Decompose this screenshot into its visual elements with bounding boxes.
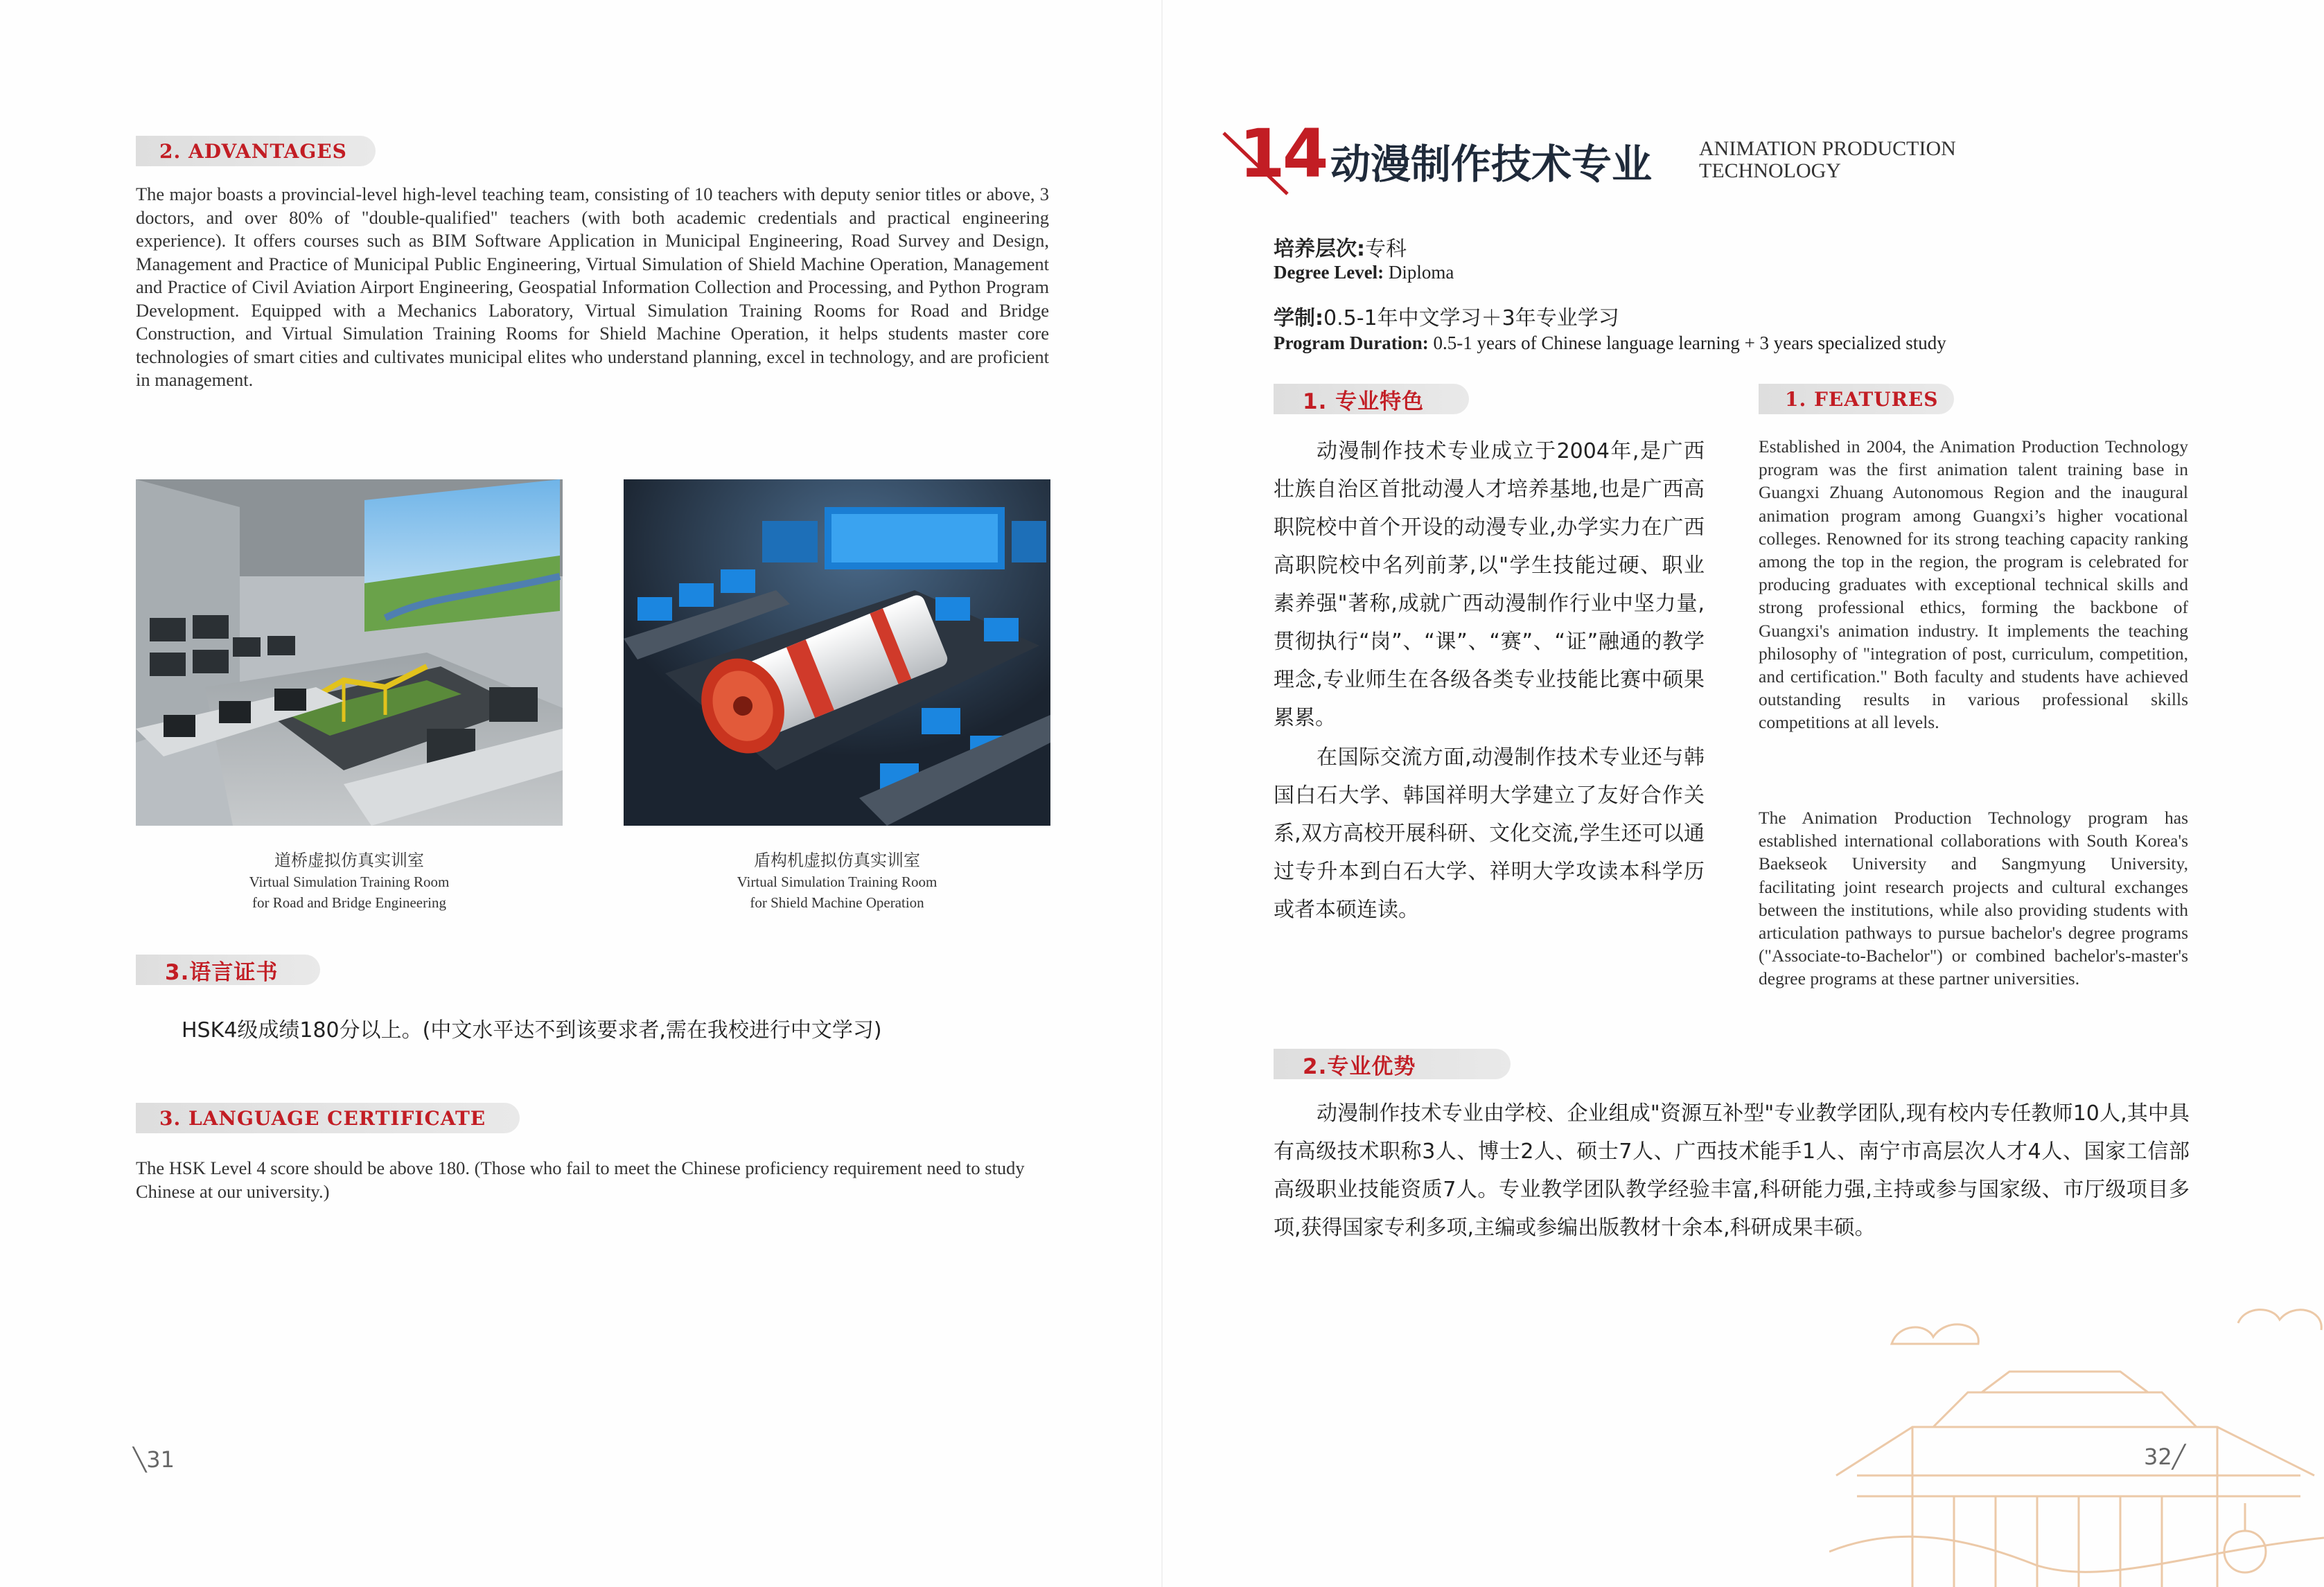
program-duration-cn <box>1274 301 1619 331</box>
program-duration-cn-label: 学制: <box>1274 306 1323 330</box>
road-bridge-lab-illustration <box>136 479 563 826</box>
language-cert-heading-cn: 3.语言证书 <box>165 959 279 985</box>
features-cn-paragraph-1: 动漫制作技术专业成立于2004年,是广西壮族自治区首批动漫人才培养基地,也是广西高职院校中首个开设的动漫专业,办学实力在广西高职院校中名列前茅,以"学生技能过硬、职业素养强"著称,成就广西动漫制作行业中坚力量,贯彻执行“岗”、“课”、“赛”、“证”融通的教学理念,专业师生在各级各类专业技能比赛中硕果累累。 <box>1274 439 1705 730</box>
photo2-caption-en-line2: for Shield Machine Operation <box>750 894 924 911</box>
program-title-en-line1: ANIMATION PRODUCTION <box>1699 137 1956 160</box>
language-cert-text-cn: HSK4级成绩180分以上。(中文水平达不到该要求者,需在我校进行中文学习) <box>182 1018 882 1043</box>
features-heading-cn: 1. 专业特色 <box>1303 389 1425 414</box>
page-number-left <box>133 1446 175 1473</box>
campus-building-line-art <box>1829 1302 2324 1587</box>
language-cert-heading-cn-pill <box>136 955 320 985</box>
features-cn-paragraph-2: 在国际交流方面,动漫制作技术专业还与韩国白石大学、韩国祥明大学建立了友好合作关系,双方高校开展科研、文化交流,学生还可以通过专升本到白石大学、祥明大学攻读本科学历或者本硕连读。 <box>1274 745 1705 922</box>
advantages-heading-cn-pill <box>1274 1049 1511 1079</box>
program-title-cn: 动漫制作技术专业 <box>1330 141 1653 188</box>
features-heading-cn-pill <box>1274 384 1469 414</box>
degree-level-cn-label: 培养层次: <box>1274 237 1365 261</box>
photo2-caption-en-line1: Virtual Simulation Training Room <box>737 874 937 890</box>
features-en-paragraph-1: Established in 2004, the Animation Production Technology program was the first animation talent training base in Guangxi Zhuang Autonomous Region and the inaugural animation program among Guangxi’s higher vocational colleges. Renowned for its strong teaching capacity ranking among the top in the region, the program is celebrated for producing graduates with exceptional technical skills and strong professional ethics, forming the backbone of Guangxi's animation industry. It implements the teaching philosophy of "integration of post, curriculum, competition, and certification." Both faculty and students have achieved outstanding results in various professional skills competitions at all levels. <box>1759 436 2188 733</box>
degree-level-en-value: Diploma <box>1388 262 1454 283</box>
degree-level-cn <box>1274 231 1407 262</box>
advantages-heading: 2. ADVANTAGES <box>159 139 347 163</box>
photo1-caption-en-line2: for Road and Bridge Engineering <box>252 894 446 911</box>
program-title-en-line2: TECHNOLOGY <box>1699 159 1841 182</box>
advantages-cn-paragraph: 动漫制作技术专业由学校、企业组成"资源互补型"专业教学团队,现有校内专任教师10人,其中具有高级技术职称3人、博士2人、硕士7人、广西技术能手1人、南宁市高层次人才4人、国家工信部高级职业技能资质7人。专业教学团队教学经验丰富,科研能力强,主持或参与国家级、市厅级项目多项,获得国家专利多项,主编或参编出版教材十余本,科研成果丰硕。 <box>1274 1101 2190 1240</box>
features-en-paragraph-2: The Animation Production Technology program has established international collaborations with South Korea's Baekseok University and Sangmyung University, facilitating joint research projects and cultural exchanges between the institutions, while also providing students with articulation pathways to pursue bachelor's degree programs ("Associate-to-Bachelor") or combined bachelor's-master's degree programs at these partner universities. <box>1759 808 2188 989</box>
photo1-caption-en-line1: Virtual Simulation Training Room <box>249 874 450 890</box>
degree-level-en-label: Degree Level: <box>1274 262 1384 283</box>
degree-level-en <box>1274 262 1454 283</box>
shield-machine-lab-photo <box>624 479 1050 826</box>
page-number-right <box>2144 1444 2185 1470</box>
photo1-caption-cn: 道桥虚拟仿真实训室 <box>274 851 424 870</box>
section-number: 14 <box>1239 115 1326 193</box>
language-cert-heading-en: 3. LANGUAGE CERTIFICATE <box>159 1106 486 1130</box>
program-duration-en-value: 0.5-1 years of Chinese language learning + 3 years specialized study <box>1433 333 1946 353</box>
degree-level-cn-value: 专科 <box>1365 237 1407 261</box>
features-heading-en-pill <box>1759 384 1954 414</box>
program-duration-en-label: Program Duration: <box>1274 333 1429 353</box>
photo2-caption-cn: 盾构机虚拟仿真实训室 <box>754 851 920 870</box>
page-number-right-value: 32 <box>2144 1444 2172 1470</box>
page-number-left-slash: ╲ <box>133 1446 147 1473</box>
program-duration-en <box>1274 333 1946 354</box>
advantages-heading-pill <box>136 136 376 166</box>
program-duration-cn-value: 0.5-1年中文学习＋3年专业学习 <box>1323 306 1619 330</box>
page-number-left-value: 31 <box>146 1446 175 1473</box>
advantages-paragraph: The major boasts a provincial-level high-level teaching team, consisting of 10 teachers with deputy senior titles or above, 3 doctors, and over 80% of "double-qualified" teachers (with both academic credentials and practical engineering experience). It offers courses such as BIM Software Application in Municipal Engineering, Road Survey and Design, Management and Practice of Municipal Public Engineering, Virtual Simulation of Shield Machine Operation, Management and Practice of Civil Aviation Airport Engineering, Geospatial Information Collection and Processing, and Python Program Development. Equipped with a Mechanics Laboratory, Virtual Simulation Training Rooms for Road and Bridge Construction, and Virtual Simulation Training Rooms for Shield Machine Operation, it helps students master core technologies of smart cities and cultivates municipal elites who understand planning, excel in technology, and are proficient in management. <box>136 184 1049 390</box>
language-cert-heading-en-pill <box>136 1103 520 1133</box>
language-cert-text-en: The HSK Level 4 score should be above 180. (Those who fail to meet the Chinese proficiency requirement need to study Chinese at our university.) <box>136 1158 1025 1202</box>
page-number-right-slash: ╱ <box>2172 1444 2185 1470</box>
shield-machine-lab-illustration <box>624 479 1050 826</box>
advantages-heading-cn: 2.专业优势 <box>1303 1054 1416 1079</box>
features-heading-en: 1. FEATURES <box>1785 387 1939 411</box>
road-bridge-lab-photo <box>136 479 563 826</box>
page-spread-divider <box>1161 0 1163 1587</box>
